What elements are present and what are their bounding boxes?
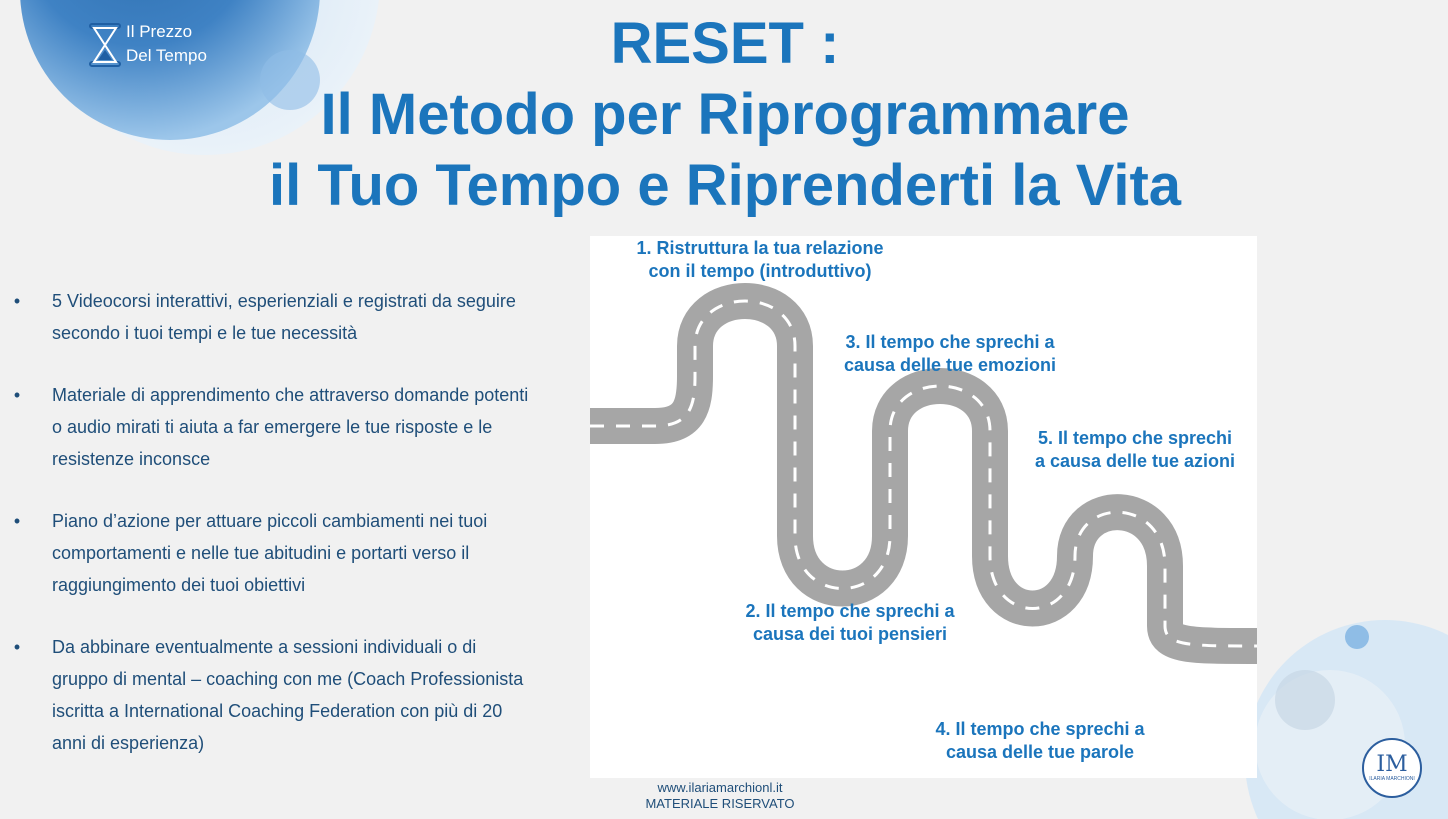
step-1-line-2: con il tempo (introduttivo)	[648, 261, 872, 281]
step-4-label	[910, 718, 1170, 764]
bullet-icon: •	[13, 385, 21, 405]
title-line-2: Il Metodo per Riprogrammare	[320, 82, 1130, 147]
page-title	[240, 8, 1210, 221]
step-4-line-1: 4. Il tempo che sprechi a	[935, 719, 1145, 739]
step-3-line-1: 3. Il tempo che sprechi a	[845, 332, 1055, 352]
footer-website[interactable]: www.ilariamarchionl.it	[657, 780, 783, 795]
list-item-text: Piano d’azione per attuare piccoli cambiamenti nei tuoi comportamenti e nelle tue abitudini e portarti verso il raggiungimento dei tuoi obiettivi	[52, 511, 488, 595]
bullet-icon: •	[13, 637, 21, 657]
step-1-line-1: 1. Ristruttura la tua relazione	[636, 238, 884, 258]
hourglass-icon	[88, 22, 122, 68]
step-5-line-1: 5. Il tempo che sprechi	[1037, 428, 1233, 448]
list-item-text: Da abbinare eventualmente a sessioni individuali o di gruppo di mental – coaching con me (Coach Professionista iscritta a International Coaching Federation con più di 20 anni di esperienza)	[52, 637, 524, 753]
logo-line-2: Del Tempo	[126, 46, 207, 65]
road-diagram-panel	[590, 236, 1257, 778]
step-1-label	[610, 237, 910, 283]
brand-logo	[1362, 738, 1422, 798]
brand-name: ILARIA MARCHIONI	[1369, 776, 1415, 782]
title-line-3: il Tuo Tempo e Riprenderti la Vita	[268, 153, 1182, 218]
feature-list	[10, 285, 530, 789]
title-line-1: RESET :	[610, 11, 840, 76]
winding-road	[590, 236, 1257, 778]
step-2-label	[720, 600, 980, 646]
list-item	[10, 285, 530, 349]
list-item	[10, 505, 530, 601]
bullet-icon: •	[13, 511, 21, 531]
footer-note: MATERIALE RISERVATO	[645, 796, 795, 811]
footer	[590, 780, 850, 812]
list-item-text: 5 Videocorsi interattivi, esperienziali e registrati da seguire secondo i tuoi tempi e le tue necessità	[52, 291, 516, 343]
step-4-line-2: causa delle tue parole	[945, 742, 1135, 762]
step-3-line-2: causa delle tue emozioni	[843, 355, 1057, 375]
logo-line-1: Il Prezzo	[126, 22, 193, 41]
step-2-line-1: 2. Il tempo che sprechi a	[745, 601, 955, 621]
list-item	[10, 631, 530, 759]
step-3-label	[820, 331, 1080, 377]
list-item-text: Materiale di apprendimento che attraverso domande potenti o audio mirati ti aiuta a far emergere le tue risposte e le resistenze inconsce	[52, 385, 529, 469]
list-item	[10, 379, 530, 475]
bullet-icon: •	[13, 291, 21, 311]
logo	[88, 20, 207, 68]
step-5-label	[1015, 427, 1255, 473]
step-2-line-2: causa dei tuoi pensieri	[752, 624, 948, 644]
step-5-line-2: a causa delle tue azioni	[1034, 451, 1236, 471]
brand-mark: IM	[1376, 752, 1408, 777]
